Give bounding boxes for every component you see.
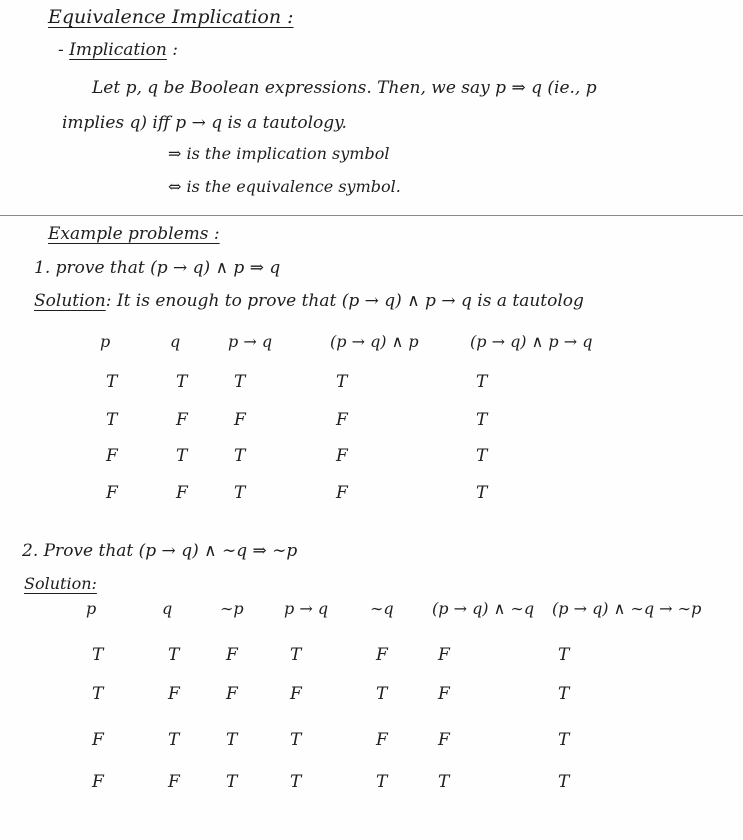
table-2-cell-r2-c6: F bbox=[438, 684, 450, 704]
definition-line-1: Let p, q be Boolean expressions. Then, we say p ⇒ q (ie., p bbox=[92, 78, 597, 98]
problem-1-solution-text: : It is enough to prove that (p → q) ∧ p → q is a tautolog bbox=[105, 291, 584, 311]
table-1-cell-r1-c2: T bbox=[176, 372, 188, 392]
table-2-cell-r2-c7: T bbox=[558, 684, 570, 704]
problem-1-solution-label: Solution bbox=[34, 291, 106, 311]
table-2-cell-r4-c3: T bbox=[226, 772, 238, 792]
table-1-header-4: (p → q) ∧ p bbox=[330, 332, 419, 351]
examples-heading: Example problems : bbox=[48, 224, 220, 244]
table-2-cell-r2-c1: T bbox=[92, 684, 104, 704]
table-1-cell-r3-c3: T bbox=[234, 446, 246, 466]
implication-heading bbox=[58, 40, 178, 60]
table-2-cell-r1-c5: F bbox=[376, 645, 388, 665]
definition-line-2: implies q) iff p → q is a tautology. bbox=[62, 113, 347, 133]
table-2-cell-r3-c5: F bbox=[376, 730, 388, 750]
table-2-header-2: q bbox=[162, 599, 173, 618]
table-1-cell-r1-c5: T bbox=[476, 372, 488, 392]
table-1-cell-r4-c1: F bbox=[106, 483, 118, 503]
table-2-header-4: p → q bbox=[284, 599, 329, 618]
table-1-cell-r1-c3: T bbox=[234, 372, 246, 392]
table-2-cell-r2-c5: T bbox=[376, 684, 388, 704]
table-2-cell-r4-c4: T bbox=[290, 772, 302, 792]
table-1-cell-r2-c2: F bbox=[176, 410, 188, 430]
table-2-cell-r3-c2: T bbox=[168, 730, 180, 750]
table-1-cell-r4-c3: T bbox=[234, 483, 246, 503]
table-2-header-6: (p → q) ∧ ∼q bbox=[432, 599, 535, 618]
implication-heading-suffix: : bbox=[166, 40, 178, 60]
table-1-header-2: q bbox=[170, 332, 181, 351]
implication-heading-prefix: - bbox=[58, 40, 70, 60]
table-1-header-5: (p → q) ∧ p → q bbox=[470, 332, 593, 351]
problem-2-statement: 2. Prove that (p → q) ∧ ∼q ⇒ ∼p bbox=[22, 541, 298, 561]
table-2-cell-r3-c3: T bbox=[226, 730, 238, 750]
table-1-cell-r4-c5: T bbox=[476, 483, 488, 503]
table-1-cell-r2-c1: T bbox=[106, 410, 118, 430]
table-2-cell-r4-c1: F bbox=[92, 772, 104, 792]
table-1-cell-r3-c2: T bbox=[176, 446, 188, 466]
table-2-cell-r4-c5: T bbox=[376, 772, 388, 792]
table-1-cell-r3-c1: F bbox=[106, 446, 118, 466]
table-2-cell-r1-c2: T bbox=[168, 645, 180, 665]
problem-1-solution bbox=[34, 291, 584, 311]
section-divider bbox=[0, 215, 743, 216]
table-2-cell-r3-c4: T bbox=[290, 730, 302, 750]
table-2-cell-r2-c2: F bbox=[168, 684, 180, 704]
table-2-cell-r2-c4: F bbox=[290, 684, 302, 704]
table-1-cell-r2-c3: F bbox=[234, 410, 246, 430]
table-2-cell-r1-c4: T bbox=[290, 645, 302, 665]
table-1-cell-r3-c5: T bbox=[476, 446, 488, 466]
table-2-cell-r3-c1: F bbox=[92, 730, 104, 750]
table-1-cell-r1-c1: T bbox=[106, 372, 118, 392]
table-1-cell-r2-c5: T bbox=[476, 410, 488, 430]
table-1-header-3: p → q bbox=[228, 332, 273, 351]
table-2-cell-r4-c6: T bbox=[438, 772, 450, 792]
table-2-cell-r1-c3: F bbox=[226, 645, 238, 665]
table-1-cell-r1-c4: T bbox=[336, 372, 348, 392]
table-1-cell-r4-c2: F bbox=[176, 483, 188, 503]
table-2-cell-r3-c7: T bbox=[558, 730, 570, 750]
equivalence-symbol-note: ⇔ is the equivalence symbol. bbox=[168, 177, 401, 196]
table-2-cell-r4-c7: T bbox=[558, 772, 570, 792]
table-1-cell-r4-c4: F bbox=[336, 483, 348, 503]
table-2-header-7: (p → q) ∧ ∼q → ∼p bbox=[552, 599, 702, 618]
table-2-cell-r1-c7: T bbox=[558, 645, 570, 665]
table-2-cell-r1-c6: F bbox=[438, 645, 450, 665]
table-2-cell-r2-c3: F bbox=[226, 684, 238, 704]
table-1-cell-r2-c4: F bbox=[336, 410, 348, 430]
table-2-cell-r4-c2: F bbox=[168, 772, 180, 792]
problem-1-statement: 1. prove that (p → q) ∧ p ⇒ q bbox=[34, 258, 281, 278]
implication-symbol-note: ⇒ is the implication symbol bbox=[168, 144, 390, 163]
problem-2-solution bbox=[24, 574, 97, 593]
table-2-header-1: p bbox=[86, 599, 97, 618]
table-2-cell-r3-c6: F bbox=[438, 730, 450, 750]
table-2-header-5: ∼q bbox=[370, 599, 394, 618]
implication-heading-label: Implication bbox=[69, 40, 167, 60]
table-1-cell-r3-c4: F bbox=[336, 446, 348, 466]
problem-2-solution-label: Solution: bbox=[24, 574, 97, 593]
table-2-cell-r1-c1: T bbox=[92, 645, 104, 665]
table-1-header-1: p bbox=[100, 332, 111, 351]
page-title: Equivalence Implication : bbox=[48, 6, 294, 28]
table-2-header-3: ∼p bbox=[220, 599, 244, 618]
